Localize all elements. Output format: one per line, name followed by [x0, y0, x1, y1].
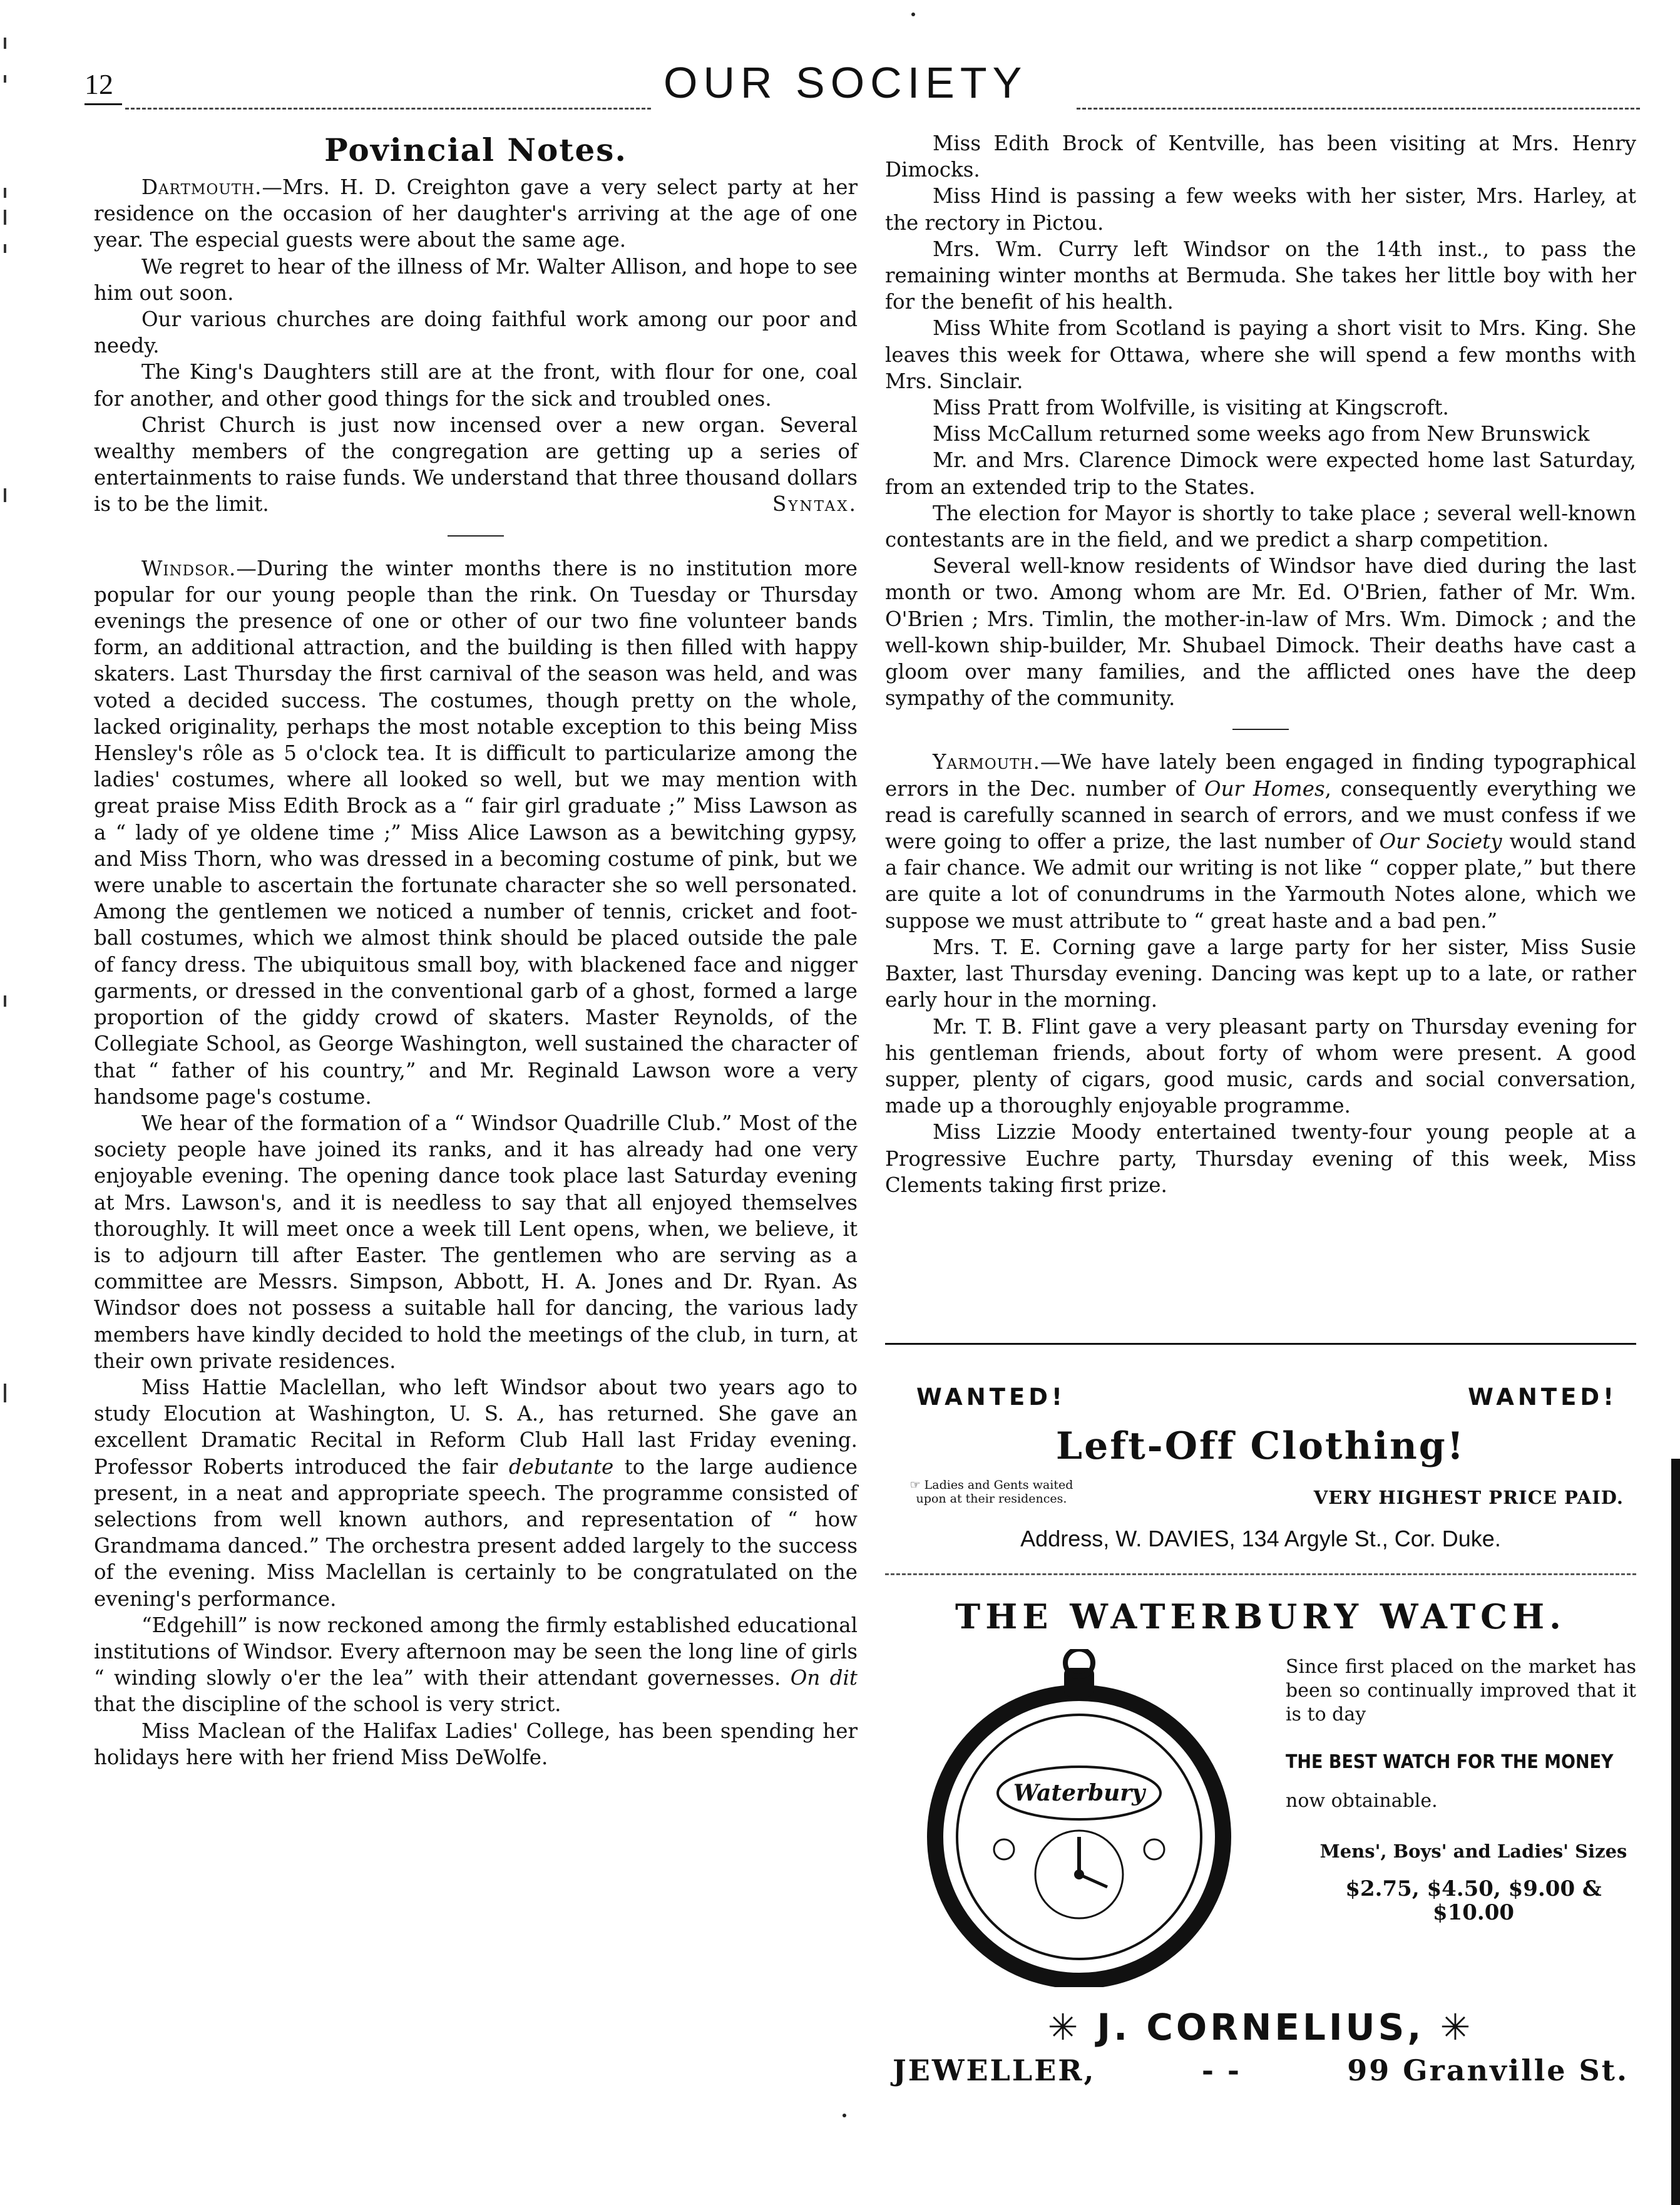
jeweller-address: 99 Granville St. [1347, 2053, 1629, 2087]
jeweller-label: JEWELLER, [893, 2053, 1096, 2087]
watch-best-slogan: THE BEST WATCH FOR THE MONEY [1286, 1751, 1614, 1773]
italic-debutante: debutante [508, 1454, 614, 1479]
windsor-paragraph: Miss Maclean of the Halifax Ladies' College, has been spending her holidays here with her friend Miss DeWolfe. [94, 1719, 858, 1769]
page-number-underline [85, 103, 122, 105]
place-windsor: Windsor. [141, 556, 237, 580]
windsor-paragraph: Miss Edith Brock of Kentville, has been visiting at Mrs. Henry Dimocks. [885, 131, 1636, 182]
clothing-headline: Left-Off Clothing! [1055, 1424, 1466, 1468]
advertisements [885, 1343, 1636, 2087]
wanted-row [885, 1345, 1636, 1411]
clothing-details [885, 1478, 1636, 1508]
watch-line-1: Since first placed on the market has been so continually improved that it is to day [1286, 1656, 1636, 1725]
windsor-paragraph [94, 555, 858, 1110]
left-column [94, 130, 858, 1771]
clothing-small-note: ☞ Ladies and Gents waited upon at their residences. [909, 1478, 1073, 1506]
clothing-advertisement [885, 1345, 1636, 1552]
section-heading: Povincial Notes. [324, 131, 627, 168]
yarmouth-text-1c: would stand a fair chance. We admit our writing is not like “ copper plate,” but there are quite a lot of conundrums in the Yarmouth Notes alone, which we suppose we must attribute to “ great haste and a bad pen.” [885, 830, 1636, 933]
dartmouth-paragraph: Our various churches are doing faithful work among our poor and needy. [94, 307, 858, 358]
wanted-left: WANTED! [916, 1384, 1066, 1411]
jeweller-separator: - - [1201, 2053, 1242, 2087]
yarmouth-paragraph: Mrs. T. E. Corning gave a large party for her sister, Miss Susie Baxter, last Thursday evening. Dancing was kept up to a late, or rather early hour in the morning. [885, 935, 1636, 1012]
speck [911, 13, 915, 16]
speck [843, 2114, 846, 2117]
watch-advertisement [885, 1596, 1636, 2087]
pocket-watch-icon [904, 1649, 1254, 1987]
windsor-paragraph: Miss White from Scotland is paying a short visit to Mrs. King. She leaves this week for Ottawa, where she will spend a few months with Mrs. Sinclair. [885, 316, 1636, 393]
windsor-paragraph: The election for Mayor is shortly to take place ; several well-known contestants are in the field, and we predict a sharp competition. [885, 501, 1636, 552]
header-rule-left [125, 108, 651, 110]
place-dartmouth: Dartmouth. [141, 175, 262, 199]
yarmouth-text-1b: , consequently everything we read is carefully scanned in search of errors, and we must confess if we were going to offer a prize, the last number of [885, 776, 1636, 854]
italic-our-homes: Our Homes [1204, 776, 1325, 801]
page-number: 12 [85, 68, 113, 100]
windsor-paragraph: Several well-know residents of Windsor have died during the last month or two. Among whom are Mr. Ed. O'Brien, father of Mr. Wm. O'Brien ; Mrs. Timlin, the mother-in-law of Mrs. Wm. Dimock ; and the well-kown ship-builder, Mr. Shubael Dimock. Their deaths have cast a gloom over many families, and the afflicted ones have the deep sympathy of the community. [885, 554, 1636, 711]
dartmouth-paragraph [94, 174, 858, 254]
dartmouth-text-5: Christ Church is just now incensed over a new organ. Several wealthy members of the congregation are getting up a series of entertainments to raise funds. We understand that three thousand dollars is to be the limit. [94, 413, 858, 517]
clothing-price: VERY HIGHEST PRICE PAID. [1313, 1487, 1624, 1508]
dartmouth-paragraph: The King's Daughters still are at the front, with flour for one, coal for another, and other good things for the sick and troubled ones. [94, 360, 858, 411]
windsor-paragraph: We hear of the formation of a “ Windsor Quadrille Club.” Most of the society people have joined its ranks, and it has already had one very enjoyable evening. The opening dance took place last Saturday evening at Mrs. Lawson's, and it is needless to say that all enjoyed themselves thoroughly. It will meet once a week till Lent opens, when, we believe, it is to adjourn till after Easter. The gentlemen who are serving as a committee are Messrs. Simpson, Abbott, H. A. Jones and Dr. Ryan. As Windsor does not possess a suitable hall for dancing, the various lady members have kindly decided to hold the meetings of the club, in turn, at their own private residences. [94, 1111, 858, 1373]
section-divider [448, 535, 504, 537]
yarmouth-text-1a: —We have lately been engaged in finding typographical errors in the Dec. number of [885, 750, 1636, 801]
windsor-text-3b: to the large audience present, in a neat and appropriate speech. The programme consisted of selections from well known authors, and representation of “ how Grandmama danced.” The orchestra present added largely to the success of the evening. Miss Maclellan is certainly to be congratulated on the evening's performance. [94, 1454, 858, 1611]
wanted-right: WANTED! [1468, 1384, 1617, 1411]
author-signature: Syntax. [772, 492, 858, 517]
watch-sizes: Mens', Boys' and Ladies' Sizes [1319, 1841, 1627, 1862]
section-divider [1232, 729, 1289, 730]
watch-body [885, 1637, 1636, 1987]
italic-our-society: Our Society [1379, 830, 1502, 854]
left-edge-marks [0, 0, 15, 2205]
watch-obtainable: now obtainable. [1286, 1790, 1438, 1812]
star-icon: ✳ [1047, 2006, 1082, 2048]
windsor-text-3a: Miss Hattie Maclellan, who left Windsor about two years ago to study Elocution at Washington, U. S. A., has returned. She gave an excellent Dramatic Recital in Reform Club Hall last Friday evening. Professor Roberts introduced the fair [94, 1375, 858, 1479]
dartmouth-paragraph: We regret to hear of the illness of Mr. Walter Allison, and hope to see him out soon. [94, 254, 858, 305]
watch-description [1286, 1655, 1636, 1925]
windsor-paragraph [94, 1612, 858, 1718]
yarmouth-paragraph [885, 749, 1636, 933]
yarmouth-paragraph: Miss Lizzie Moody entertained twenty-four young people at a Progressive Euchre party, Thursday evening of this week, Miss Clements taking first prize. [885, 1120, 1636, 1197]
windsor-text-4a: “Edgehill” is now reckoned among the firmly established educational institutions of Windsor. Every afternoon may be seen the long line of girls “ winding slowly o'er the lea” with their attendant governesses. [94, 1613, 858, 1690]
jeweller-name-row [885, 2006, 1636, 2048]
windsor-text-1: —During the winter months there is no institution more popular for our young people than the rink. On Tuesday or Thursday evenings the presence of one or other of our two fine volunteer bands form, an additional attraction, and the building is then filled with happy skaters. Last Thursday the first carnival of the season was held, and was voted a decided success. The costumes, though pretty on the whole, lacked originality, perhaps the most notable exception to this being Miss Hensley's rôle as 5 o'clock tea. It is difficult to particularize among the ladies' costumes, where all looked so well, but we may mention with great praise Miss Edith Brock as a “ fair girl graduate ;” Miss Lawson as a “ lady of ye oldene time ;” Miss Alice Lawson as a bewitching gypsy, and Miss Thorn, who was dressed in a becoming costume of pink, but we were unable to ascertain the fortunate character she so well personated. Among the gentlemen we noticed a number of tennis, cricket and foot-ball costumes, which we almost think should be placed outside the pale of fancy dress. The ubiquitous small boy, with blackened face and nigger garments, or dressed in the conventional garb of a ghost, formed a large proportion of the giddy crowd of skaters. Master Reynolds, of the Collegiate School, as George Washington, well sustained the character of that “ father of his country,” and Mr. Reginald Lawson wore a very handsome page's costume. [94, 556, 858, 1109]
watch-dial-text: Waterbury [1013, 1780, 1145, 1806]
right-column [885, 130, 1636, 1198]
right-page-edge [1671, 1459, 1680, 2205]
italic-on-dit: On dit [790, 1666, 858, 1690]
windsor-text-4b: that the discipline of the school is very strict. [94, 1692, 561, 1717]
windsor-paragraph: Miss Hind is passing a few weeks with her sister, Mrs. Harley, at the rectory in Pictou. [885, 184, 1636, 235]
dartmouth-paragraph [94, 412, 858, 518]
star-icon: ✳ [1440, 2006, 1474, 2048]
clothing-address: Address, W. DAVIES, 134 Argyle St., Cor. Duke. [1020, 1526, 1501, 1551]
jeweller-name: J. CORNELIUS, [1097, 2006, 1425, 2048]
windsor-paragraph: Miss Pratt from Wolfville, is visiting at Kingscroft. [933, 396, 1449, 420]
windsor-paragraph: Mr. and Mrs. Clarence Dimock were expected home last Saturday, from an extended trip to the States. [885, 448, 1636, 499]
windsor-paragraph [94, 1374, 858, 1612]
watch-headline: THE WATERBURY WATCH. [955, 1596, 1566, 1637]
place-yarmouth: Yarmouth. [933, 750, 1040, 774]
ad-divider [885, 1573, 1636, 1575]
dartmouth-text-1: —Mrs. H. D. Creighton gave a very select party at her residence on the occasion of her daughter's arriving at the age of one year. The especial guests were about the same age. [94, 175, 858, 252]
masthead-title: OUR SOCIETY [663, 58, 1028, 107]
header-rule-right [1077, 108, 1640, 110]
yarmouth-paragraph: Mr. T. B. Flint gave a very pleasant party on Thursday evening for his gentleman friends, about forty of whom were present. A good supper, plenty of cigars, good music, cards and social conversation, made up a thoroughly enjoyable programme. [885, 1014, 1636, 1118]
jeweller-address-row [885, 2053, 1636, 2087]
windsor-paragraph: Miss McCallum returned some weeks ago from New Brunswick [933, 422, 1590, 446]
windsor-paragraph: Mrs. Wm. Curry left Windsor on the 14th inst., to pass the remaining winter months at Bermuda. She takes her little boy with her for the benefit of his health. [885, 237, 1636, 314]
watch-prices: $2.75, $4.50, $9.00 & $10.00 [1345, 1876, 1602, 1925]
